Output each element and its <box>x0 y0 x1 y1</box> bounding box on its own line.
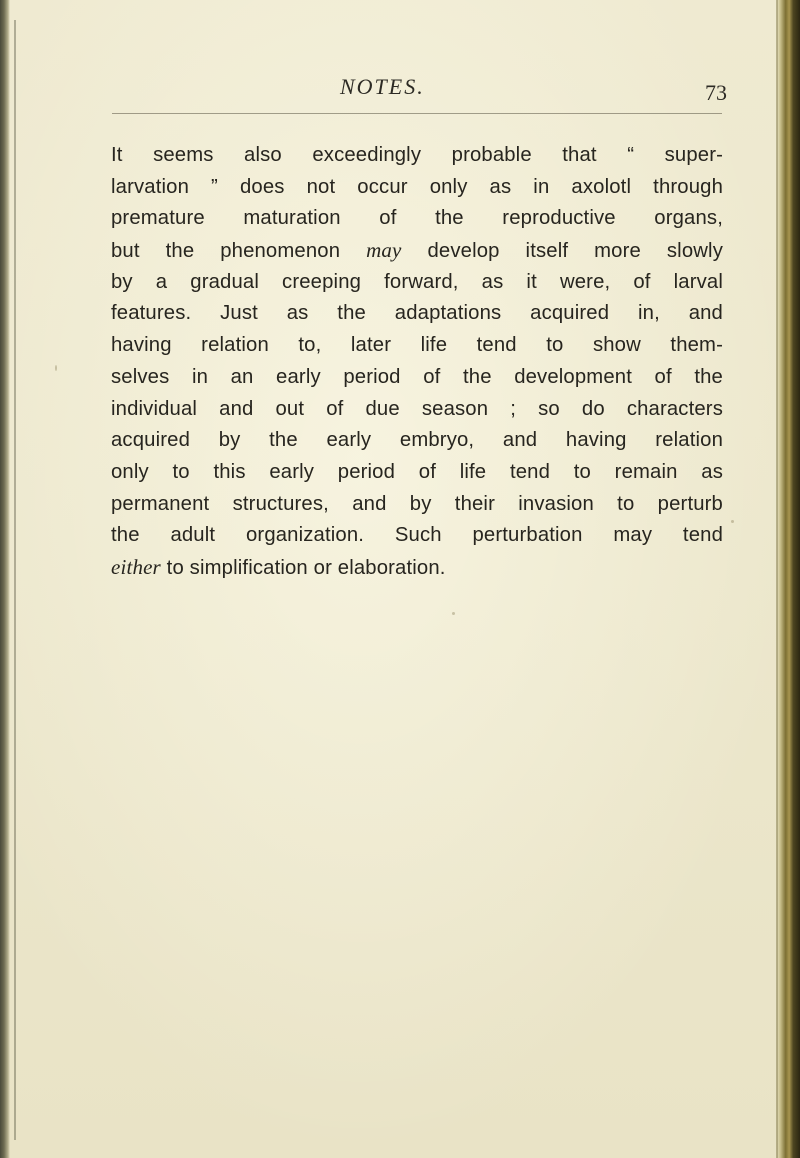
page-header <box>0 70 800 110</box>
text-line: individual and out of due season ; so do characters <box>111 397 723 420</box>
text-line: selves in an early period of the development of the <box>111 365 723 388</box>
text-run: but the phenomenon <box>111 240 367 263</box>
text-line <box>111 552 723 584</box>
paper-speck <box>452 612 455 615</box>
emphasis-may: may <box>366 238 402 263</box>
text-line: features. Just as the adaptations acquired in, and <box>111 302 723 325</box>
text-line: the adult organization. Such perturbation may tend <box>111 524 723 547</box>
text-line: having relation to, later life tend to show them- <box>111 334 723 357</box>
text-line: premature maturation of the reproductive organs, <box>111 207 723 230</box>
text-line: by a gradual creeping forward, as it were, of larval <box>111 270 723 293</box>
text-line: It seems also exceedingly probable that “ super- <box>111 144 723 166</box>
text-run: to simplification or elaboration. <box>160 556 446 579</box>
page-edge-right <box>776 0 800 1158</box>
header-rule <box>112 113 722 114</box>
text-line: permanent structures, and by their invasion to perturb <box>111 492 723 515</box>
running-head: NOTES. <box>340 74 425 99</box>
binding-crease-line <box>14 20 16 1140</box>
binding-shadow-left <box>0 0 10 1158</box>
text-line: larvation ” does not occur only as in axolotl through <box>111 175 723 198</box>
page-number: 73 <box>705 80 727 105</box>
text-line <box>111 235 723 267</box>
paper-speck <box>731 520 734 523</box>
text-line: only to this early period of life tend to remain as <box>111 460 723 483</box>
body-paragraph <box>111 140 723 584</box>
page-edge-line <box>776 0 778 1158</box>
paper-speck <box>55 365 57 371</box>
emphasis-either: either <box>111 554 161 579</box>
text-line: acquired by the early embryo, and having relation <box>111 429 723 452</box>
text-run: develop itself more slowly <box>401 240 723 263</box>
